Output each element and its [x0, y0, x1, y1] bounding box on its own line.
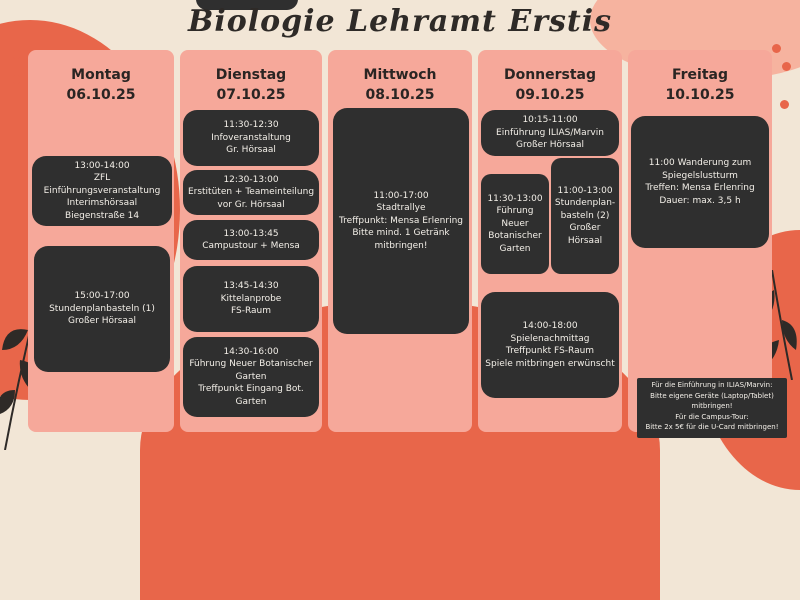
- event-time: 11:00-13:00: [557, 185, 613, 196]
- note-line: Bitte 2x 5€ für die U-Card mitbringen!: [645, 423, 779, 431]
- decor-dot: [780, 100, 789, 109]
- event-line: FS-Raum: [230, 306, 272, 317]
- event-line: Kittelanprobe: [220, 293, 282, 304]
- event-line: Stundenplanbasteln (1): [49, 303, 155, 314]
- event-line: Führung Neuer Botanischer: [189, 359, 313, 370]
- event-card[interactable]: [183, 220, 319, 260]
- day-column-montag: [28, 50, 174, 432]
- event-line: Hörsaal: [567, 235, 603, 246]
- event-line: Stadtrallye: [376, 203, 426, 214]
- note-line: Bitte eigene Geräte (Laptop/Tablet): [650, 391, 774, 400]
- day-date: 08.10.25: [365, 87, 435, 103]
- day-column-mittwoch: [328, 50, 472, 432]
- event-time: 11:30-12:30: [223, 120, 279, 131]
- event-line: Dauer: max. 3,5 h: [659, 195, 741, 206]
- day-name: Dienstag: [215, 67, 287, 83]
- event-card[interactable]: [631, 116, 769, 248]
- event-line: Neuer: [501, 218, 529, 229]
- event-card[interactable]: [183, 170, 319, 215]
- event-line: Treffen: Mensa Erlenring: [645, 183, 755, 193]
- event-time: 14:30-16:00: [223, 346, 279, 357]
- event-card[interactable]: [333, 108, 469, 334]
- event-line: Spielenachmittag: [510, 333, 590, 344]
- event-time: 11:00-17:00: [373, 190, 429, 201]
- event-line: Garten: [499, 243, 531, 254]
- event-line: Campustour + Mensa: [202, 241, 300, 251]
- note-line: mitbringen!: [691, 402, 733, 410]
- event-time: 12:30-13:00: [223, 174, 279, 185]
- day-date: 10.10.25: [665, 87, 735, 103]
- event-line: Treffpunkt Eingang Bot.: [198, 384, 304, 395]
- note-line: Für die Campus-Tour:: [675, 412, 749, 421]
- event-line: Spiele mitbringen erwünscht: [485, 358, 615, 369]
- event-card[interactable]: [183, 266, 319, 332]
- event-line: Garten: [235, 371, 267, 382]
- event-card[interactable]: [551, 158, 619, 274]
- event-time: 15:00-17:00: [74, 291, 130, 302]
- event-line: Gr. Hörsaal: [226, 145, 276, 156]
- day-date: 06.10.25: [66, 87, 136, 103]
- decor-dot: [782, 62, 791, 71]
- event-line: Infoveranstaltung: [211, 132, 291, 143]
- event-line: Einführung ILIAS/Marvin: [496, 127, 604, 138]
- event-line: Großer Hörsaal: [516, 140, 584, 151]
- day-column-donnerstag: [478, 50, 622, 432]
- event-time: 14:00-18:00: [522, 321, 578, 331]
- note-line: Für die Einführung in ILIAS/Marvin:: [651, 381, 773, 389]
- event-line: Führung: [496, 206, 534, 217]
- event-card[interactable]: [481, 174, 549, 274]
- event-line: Biegenstraße 14: [64, 210, 140, 221]
- event-line: vor Gr. Hörsaal: [217, 199, 285, 210]
- decor-dot: [12, 75, 21, 84]
- event-line: Großer: [569, 223, 601, 234]
- day-column-freitag: [628, 50, 772, 432]
- event-card[interactable]: [183, 337, 319, 417]
- day-column-dienstag: [180, 50, 322, 432]
- event-time: 11:30-13:00: [487, 193, 543, 204]
- day-name: Mittwoch: [363, 67, 437, 83]
- event-time: 13:00-14:00: [74, 160, 130, 171]
- event-line: Treffpunkt: Mensa Erlenring: [339, 215, 463, 226]
- day-date: 09.10.25: [515, 87, 585, 103]
- event-line: Bitte mind. 1 Getränk: [352, 228, 450, 239]
- decor-dot: [772, 44, 781, 53]
- event-line: Botanischer: [488, 231, 542, 242]
- day-name: Freitag: [671, 67, 729, 83]
- event-card[interactable]: [481, 292, 619, 398]
- event-time: 13:00-13:45: [223, 228, 279, 239]
- event-line: Spiegelslustturm: [662, 170, 738, 181]
- event-time: 13:45-14:30: [223, 281, 279, 292]
- event-line: Großer Hörsaal: [68, 316, 136, 327]
- day-name: Donnerstag: [503, 67, 597, 83]
- event-time: 10:15-11:00: [522, 115, 578, 126]
- event-line: 11:00 Wanderung zum: [648, 158, 752, 168]
- event-line: Interimshörsaal: [66, 198, 138, 209]
- event-line: Stundenplan-: [554, 198, 616, 209]
- event-card[interactable]: [32, 156, 172, 226]
- event-card[interactable]: [481, 110, 619, 156]
- event-card[interactable]: [34, 246, 170, 372]
- decor-dot: [12, 50, 21, 59]
- info-note: [637, 378, 787, 438]
- day-date: 07.10.25: [216, 87, 286, 103]
- event-line: mitbringen!: [374, 240, 428, 251]
- page-title: Biologie Lehramt Erstis: [187, 4, 613, 39]
- event-line: Erstitüten + Teameinteilung: [187, 187, 315, 198]
- event-line: Garten: [235, 396, 267, 407]
- event-line: Treffpunkt FS-Raum: [505, 346, 595, 356]
- event-line: ZFL Einführungsveranstaltung: [43, 173, 161, 196]
- day-name: Montag: [71, 67, 131, 83]
- event-line: basteln (2): [560, 210, 610, 221]
- event-card[interactable]: [183, 110, 319, 166]
